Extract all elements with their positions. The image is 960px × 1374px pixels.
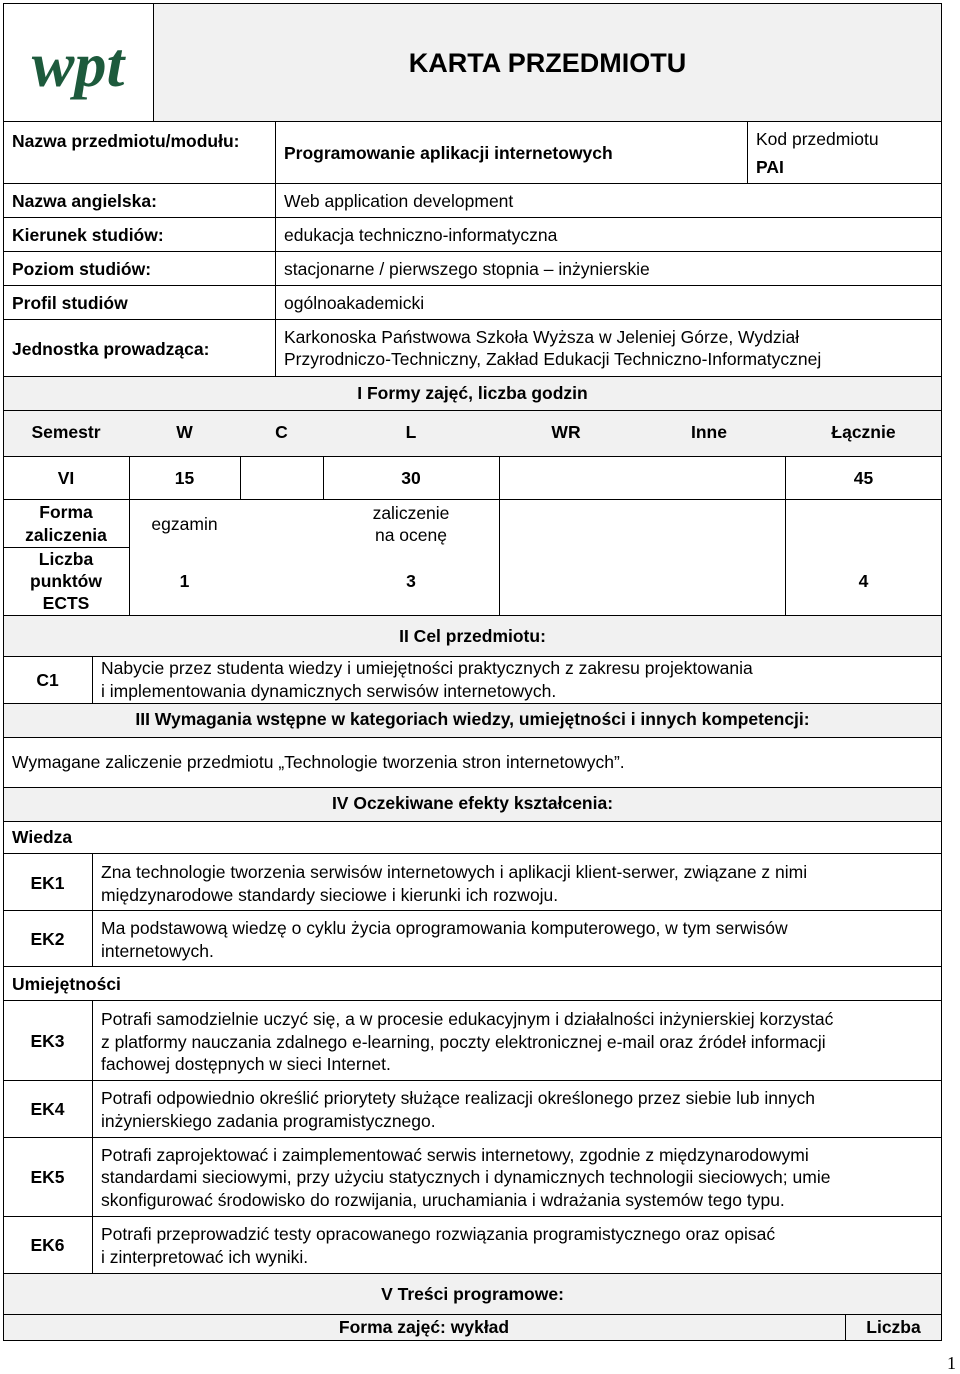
semester-value: VI	[57, 468, 75, 488]
zal-w: egzamin	[151, 514, 218, 534]
outcome-code-ek1: EK1	[30, 873, 65, 893]
outcome-code-ek3: EK3	[30, 1031, 65, 1051]
outcome-text-ek4-line1: Potrafi odpowiednio określić priorytety służące realizacji określonego przez siebie lub innych	[101, 1088, 815, 1108]
zal-l-2: na ocenę	[374, 525, 447, 545]
outcome-text-ek5-line2: standardami sieciowymi, przy użyciu statycznych i dynamicznych technologii sieciowych; umie	[101, 1167, 831, 1187]
unit-value-line2: Przyrodniczo-Techniczny, Zakład Edukacji Techniczno-Informatycznej	[284, 349, 822, 369]
outcome-code-ek2: EK2	[30, 929, 65, 949]
profile-value: ogólnoakademicki	[284, 293, 425, 313]
outcome-text-ek5-line3: skonfigurować środowisko do rozwijania, uruchamiania i wdrażania systemów tego typu.	[101, 1190, 785, 1210]
req-section-title: III Wymagania wstępne w kategoriach wiedzy, umiejętności i innych kompetencji:	[135, 709, 810, 729]
goal-code: C1	[36, 670, 59, 690]
unit-value-line1: Karkonoska Państwowa Szkoła Wyższa w Jeleniej Górze, Wydział	[284, 327, 800, 347]
outcome-text-ek6-line1: Potrafi przeprowadzić testy opracowanego rozwiązania programistycznego oraz opisać	[101, 1224, 776, 1244]
outcome-text-ek1-line1: Zna technologie tworzenia serwisów internetowych i aplikacji klient-serwer, związane z nimi	[101, 862, 808, 882]
outcome-text-ek3-line2: z platformy nauczania zdalnego e-learning, poczty elektronicznej e-mail oraz źródeł informacji	[101, 1032, 826, 1052]
page-title: KARTA PRZEDMIOTU	[408, 48, 687, 78]
count-label: Liczba	[866, 1317, 921, 1337]
unit-label: Jednostka prowadząca:	[12, 339, 210, 359]
ects-total: 4	[858, 571, 869, 591]
profile-label: Profil studiów	[12, 293, 128, 313]
code-value: PAI	[756, 157, 784, 177]
wpt-logo	[4, 4, 153, 121]
level-value: stacjonarne / pierwszego stopnia – inżynierskie	[284, 259, 650, 279]
code-label: Kod przedmiotu	[756, 129, 879, 149]
outcome-text-ek2-line1: Ma podstawową wiedzę o cyklu życia oprogramowania komputerowego, w tym serwisów	[101, 918, 788, 938]
form-label: Forma zajęć: wykład	[338, 1317, 510, 1337]
outcome-text-ek6-line2: i zinterpretować ich wyniki.	[101, 1247, 309, 1267]
w-hours: 15	[174, 468, 195, 488]
level-label: Poziom studiów:	[12, 259, 152, 279]
col-inne: Inne	[691, 422, 727, 442]
outcome-code-ek4: EK4	[30, 1099, 65, 1119]
knowledge-label: Wiedza	[12, 827, 73, 847]
goal-text-line1: Nabycie przez studenta wiedzy i umiejętności praktycznych z zakresu projektowania	[101, 658, 753, 678]
outcome-text-ek4-line2: inżynierskiego zadania programistycznego.	[101, 1111, 436, 1131]
ects-label-1: Liczba	[38, 549, 94, 569]
svg-text:wpt: wpt	[31, 29, 125, 100]
field-label: Kierunek studiów:	[12, 225, 164, 245]
english-label: Nazwa angielska:	[12, 191, 157, 211]
skills-label: Umiejętności	[12, 974, 121, 994]
outcome-text-ek3-line3: fachowej dostępnych w sieci Internet.	[101, 1054, 391, 1074]
col-c: C	[275, 422, 288, 442]
outcome-code-ek5: EK5	[30, 1167, 65, 1187]
col-semestr: Semestr	[31, 422, 101, 442]
col-l: L	[405, 422, 417, 442]
l-hours: 30	[401, 468, 421, 488]
req-text: Wymagane zaliczenie przedmiotu „Technologie tworzenia stron internetowych”.	[12, 752, 625, 772]
col-wr: WR	[551, 422, 581, 442]
outcomes-section-title: IV Oczekiwane efekty kształcenia:	[331, 793, 614, 813]
col-w: W	[176, 422, 193, 442]
ects-l: 3	[406, 571, 416, 591]
outcome-text-ek3-line1: Potrafi samodzielnie uczyć się, a w procesie edukacyjnym i działalności inżynierskiej korzystać	[101, 1009, 834, 1029]
logo-cell	[3, 3, 154, 122]
outcome-code-ek6: EK6	[30, 1235, 65, 1255]
zal-l-1: zaliczenie	[372, 503, 450, 523]
goal-text-line2: i implementowania dynamicznych serwisów internetowych.	[101, 681, 557, 701]
outcome-text-ek5-line1: Potrafi zaprojektować i zaimplementować serwis internetowy, zgodnie z międzynarodowymi	[101, 1145, 809, 1165]
ects-label-3: ECTS	[42, 593, 90, 613]
page-number: 1	[947, 1353, 956, 1373]
zal-label-1: Forma	[39, 502, 93, 522]
total-hours: 45	[853, 468, 874, 488]
ects-label-2: punktów	[30, 571, 102, 591]
contents-section-title: V Treści programowe:	[381, 1284, 564, 1304]
goal-section-title: II Cel przedmiotu:	[399, 626, 546, 646]
outcome-text-ek1-line2: międzynarodowe standardy sieciowe i kierunki ich rozwoju.	[101, 885, 559, 905]
col-lacznie: Łącznie	[831, 422, 896, 442]
outcome-text-ek2-line2: internetowych.	[101, 941, 214, 961]
name-value: Programowanie aplikacji internetowych	[284, 143, 613, 163]
ects-w: 1	[179, 571, 190, 591]
zal-label-2: zaliczenia	[25, 525, 107, 545]
field-value: edukacja techniczno-informatyczna	[284, 225, 558, 245]
forms-section-title: I Formy zajęć, liczba godzin	[357, 383, 588, 403]
name-label: Nazwa przedmiotu/modułu:	[12, 131, 240, 151]
english-value: Web application development	[284, 191, 514, 211]
